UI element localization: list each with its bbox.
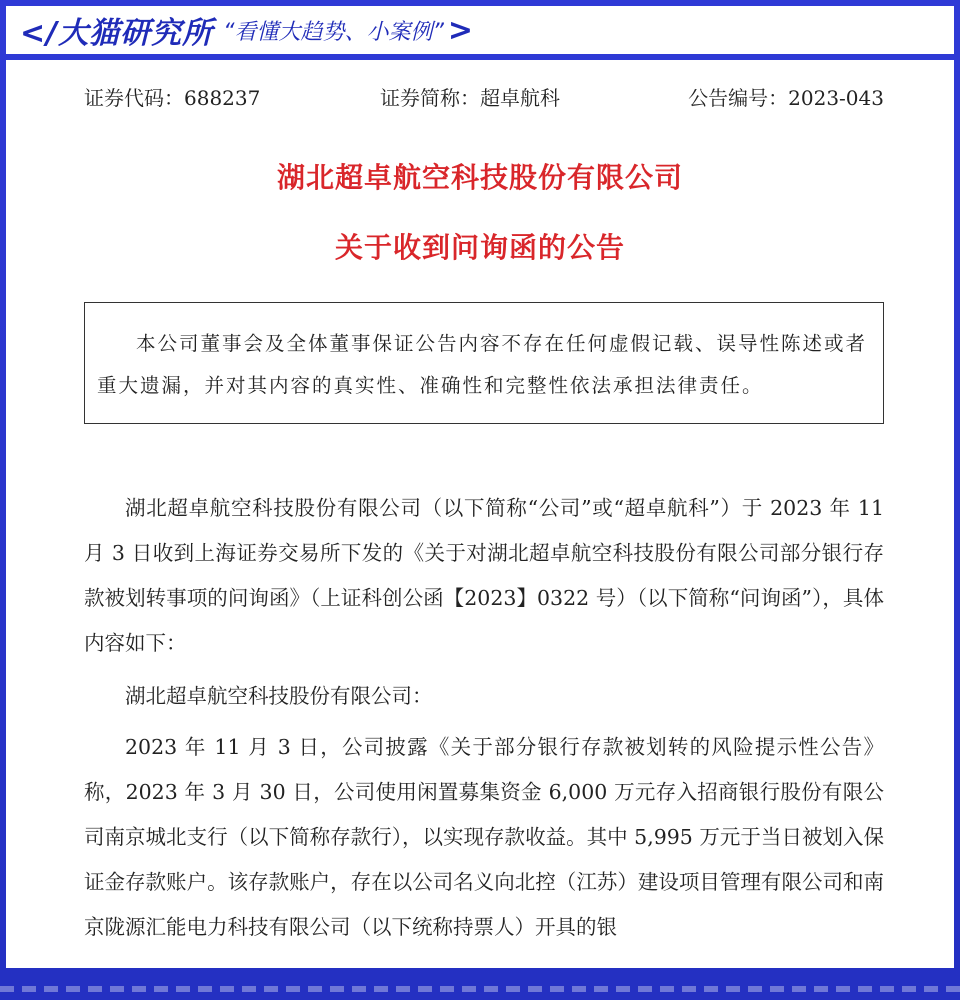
company-title: 湖北超卓航空科技股份有限公司 <box>276 161 683 194</box>
security-short-name: 证券简称：超卓航科 <box>380 86 560 110</box>
paragraph-inquiry-body <box>84 725 884 950</box>
document-meta-row <box>84 82 884 108</box>
decorative-dots <box>0 986 960 992</box>
paragraph-text: 2023 年 11 月 3 日，公司披露《关于部分银行存款被划转的风险提示性公告》称，2023 年 3 月 30 日，公司使用闲置募集资金 6,000 万元存入招商银行股份有限公司南京城北支行（以下简称存款行），以实现存款收益。其中 5,995 万元于当日被划入保证金存款账户。该存款账户，存在以公司名义向北控（江苏）建设项目管理有限公司和南京陇源汇能电力科技有限公司（以下统称持票人）开具的银 <box>84 735 884 939</box>
announcement-document <box>6 60 954 968</box>
announcement-number: 公告编号：2023-043 <box>688 86 884 110</box>
board-disclaimer-box: 本公司董事会及全体董事保证公告内容不存在任何虚假记载、误导性陈述或者重大遗漏，并对其内容的真实性、准确性和完整性依法承担法律责任。 <box>84 302 884 424</box>
header-banner <box>6 6 954 54</box>
paragraph-addressee <box>84 674 884 719</box>
footer-decoration <box>0 976 960 1000</box>
chevron-right-icon: > <box>447 12 474 48</box>
paragraph-text: 湖北超卓航空科技股份有限公司（以下简称“公司”或“超卓航科”）于 2023 年 11 月 3 日收到上海证券交易所下发的《关于对湖北超卓航空科技股份有限公司部分银行存款被划转事项的问询函》（上证科创公函【2023】0322 号）（以下简称“问询函”），具体内容如下： <box>84 496 884 655</box>
paragraph-text: 湖北超卓航空科技股份有限公司： <box>125 684 433 708</box>
brand-title: </大猫研究所 <box>20 16 214 51</box>
announcement-title: 关于收到问询函的公告 <box>334 231 625 264</box>
paragraph-intro <box>84 486 884 666</box>
security-code: 证券代码：688237 <box>84 86 261 110</box>
brand-slogan: “看懂大趋势、小案例” <box>223 19 444 45</box>
